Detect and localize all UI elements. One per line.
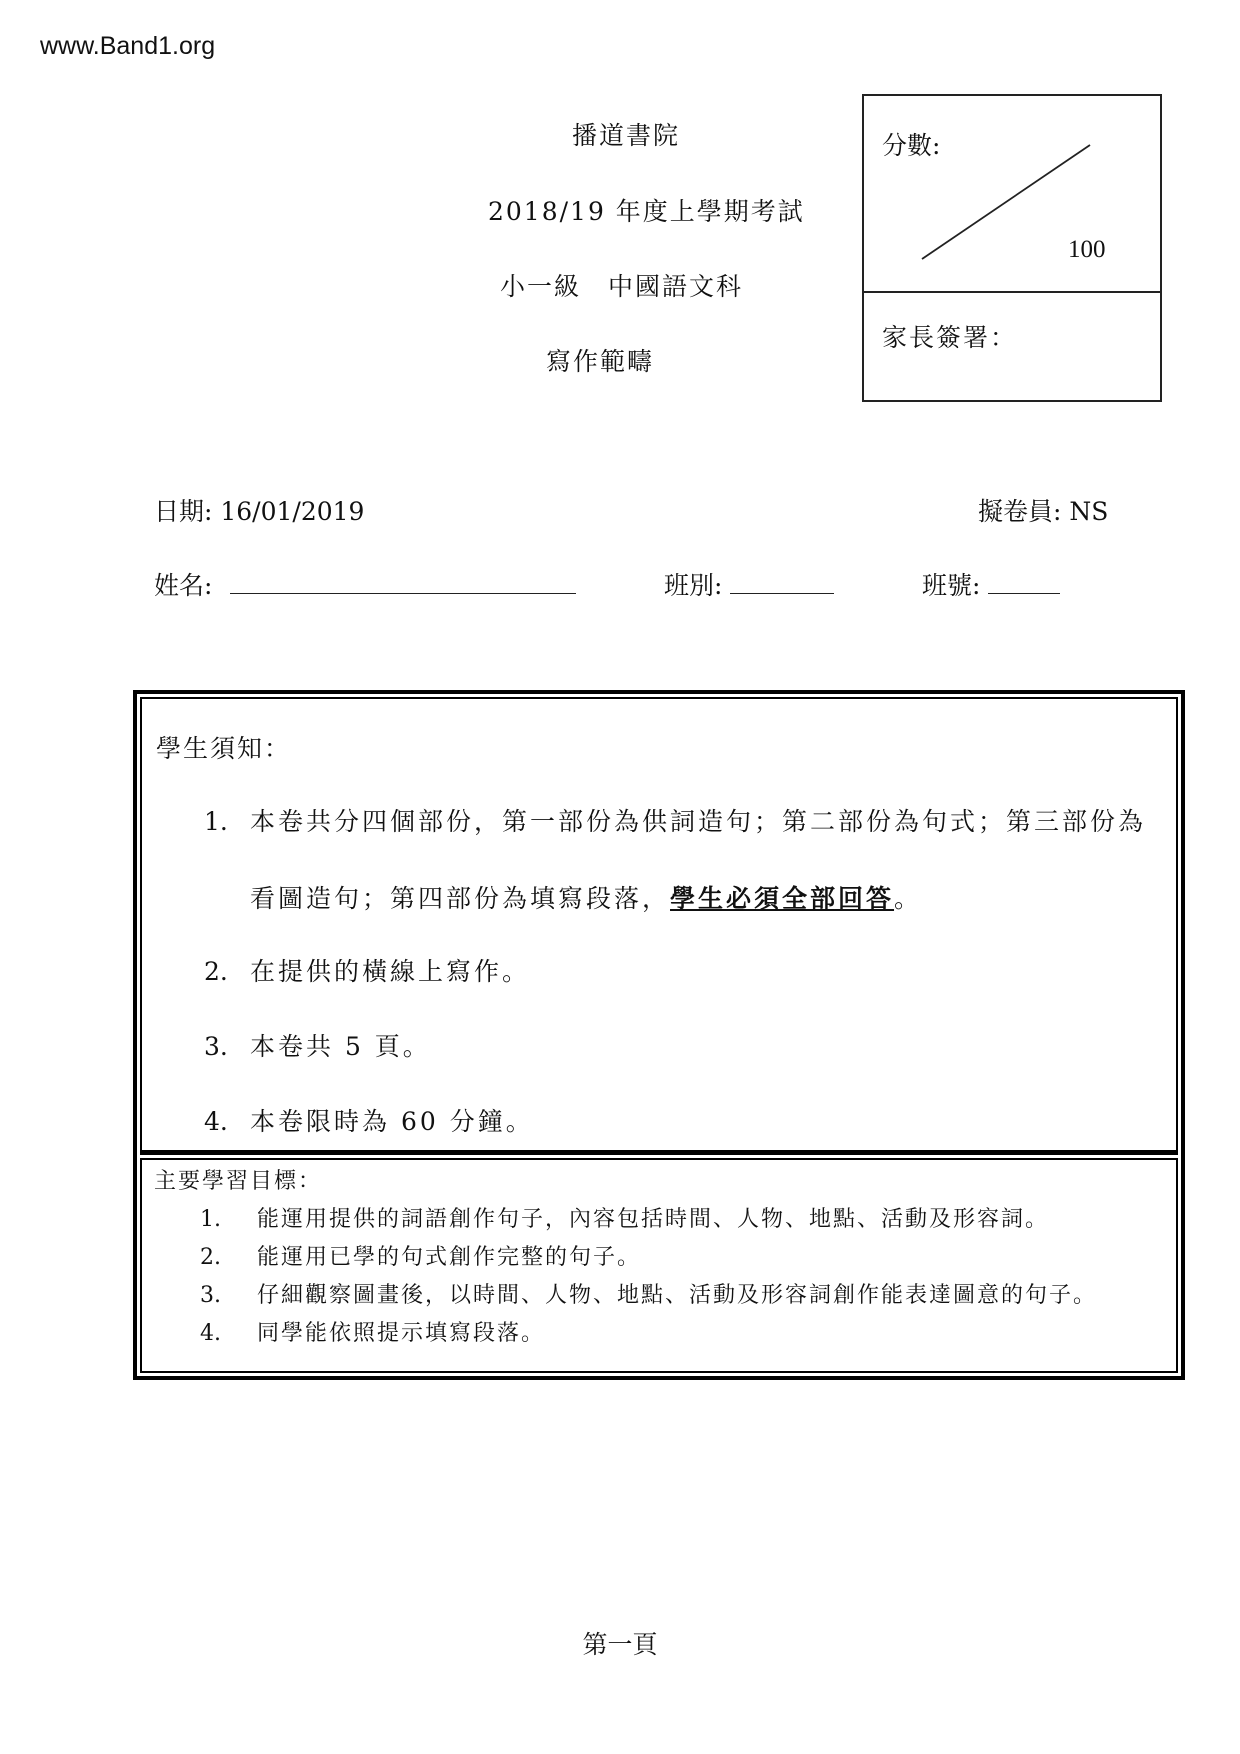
number-label: 班號: [922,571,981,600]
page-number: 第一頁 [582,1630,658,1659]
class-row [664,566,834,602]
panel-separator [140,1152,1178,1155]
paper-setter: 擬卷員: NS [978,497,1109,526]
school-name: 播道書院 [572,121,681,150]
max-score: 100 [1068,236,1106,263]
goal-item: 1. 能運用提供的詞語創作句子，內容包括時間、人物、地點、活動及形容詞。 [200,1207,1050,1232]
goals-title: 主要學習目標： [154,1169,323,1194]
notice-item: 4. 本卷限時為 60 分鐘。 [204,1107,534,1136]
instructions-box [133,690,1185,1380]
notice-item: 2. 在提供的橫線上寫作。 [204,957,531,986]
name-row [154,566,576,602]
class-blank[interactable] [730,571,834,594]
name-label: 姓名: [154,571,213,600]
number-blank[interactable] [988,571,1060,594]
parent-signature-label: 家長簽署： [882,323,1018,352]
site-url: www.Band1.org [40,32,216,60]
learning-goals-panel [140,1158,1178,1373]
goal-item: 3. 仔細觀察圖畫後，以時間、人物、地點、活動及形容詞創作能表達圖意的句子。 [200,1283,1098,1308]
emphasis-text: 學生必須全部回答 [670,884,895,913]
number-row [922,566,1060,602]
score-box-divider [864,291,1160,293]
notice-item: 3. 本卷共 5 頁。 [204,1032,431,1061]
notice-item-continued: 看圖造句；第四部份為填寫段落，學生必須全部回答。 [250,884,923,913]
notice-title: 學生須知： [156,734,292,763]
score-label: 分數: [882,131,941,160]
section-title: 寫作範疇 [546,347,655,376]
goal-item: 2. 能運用已學的句式創作完整的句子。 [200,1245,642,1270]
notice-item: 1. 本卷共分四個部份，第一部份為供詞造句；第二部份為句式；第三部份為 [204,807,1147,836]
goal-item: 4. 同學能依照提示填寫段落。 [200,1321,546,1346]
name-blank[interactable] [230,571,576,594]
exam-date: 日期: 16/01/2019 [154,497,365,526]
exam-title: 2018/19 年度上學期考試 [488,197,805,226]
class-label: 班別: [664,571,723,600]
level-subject: 小一級 中國語文科 [500,272,744,301]
student-notice-panel [140,697,1178,1152]
score-box [862,94,1162,402]
